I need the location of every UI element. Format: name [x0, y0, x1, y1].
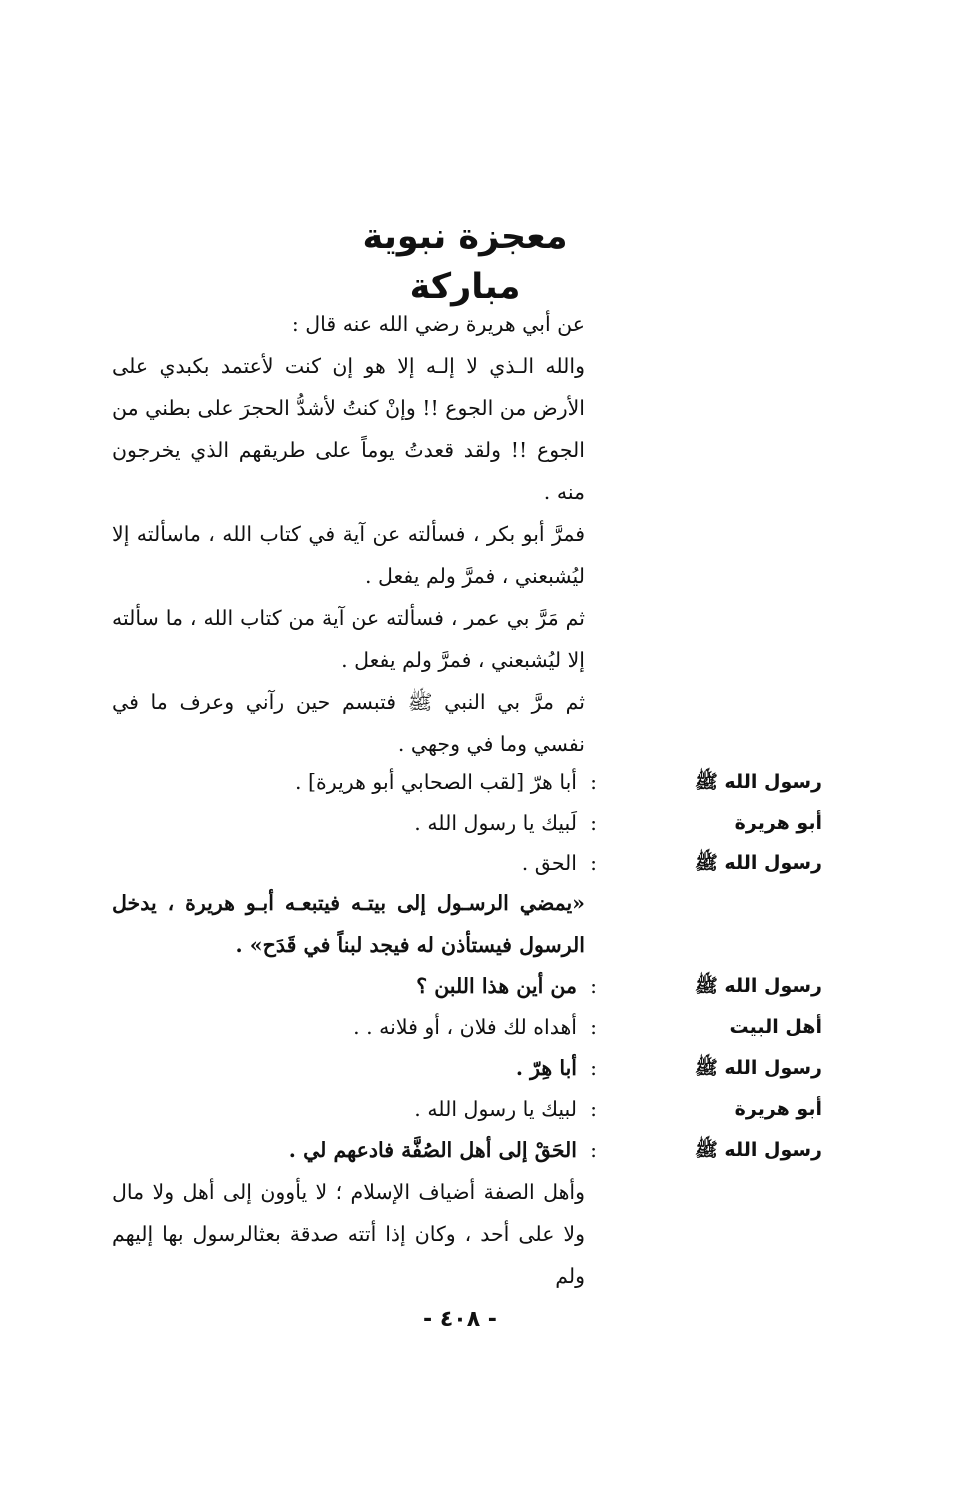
page-number: - ٤٠٨ - [423, 1307, 497, 1332]
speaker-name: أهل البيت [729, 1016, 822, 1038]
speech-text: أهداه لك فلان ، أو فلانه . . [353, 1015, 577, 1039]
speech-text: لَبيك يا رسول الله . [414, 811, 577, 835]
narration-paragraph: «يمضي الرسـول إلى بيتـه فيتبعـه أبـو هريرة ، يدخل الرسول فيستأذن له فيجد لبناً في قَدَح» . [112, 891, 585, 957]
speaker-name: أبو هريرة [734, 1098, 822, 1120]
speaker-colon: : [590, 1056, 597, 1080]
speech-text: الحق . [521, 851, 577, 875]
speaker-colon: : [590, 770, 597, 794]
speech-text: أبا هرّ [لقب الصحابي أبو هريرة] . [295, 770, 577, 794]
dialogue-line [112, 1129, 822, 1171]
speaker-name: رسول الله ﷺ [694, 771, 822, 793]
paragraph-1: والله الـذي لا إلـه إلا هو إن كنت لأعتمد بكبدي على الأرض من الجوع !! وإنْ كنتُ لأشدُّ الحجرَ على بطني من الجوع !! ولقد قعدتُ يوماً على طريقهم الذي يخرجون منه . [112, 354, 585, 504]
dialogue-line [112, 802, 822, 844]
speech-text: لبيك يا رسول الله . [414, 1097, 577, 1121]
closing-paragraph: وأهل الصفة أضياف الإسلام ؛ لا يأوون إلى أهل ولا مال ولا على أحد ، وكان إذا أتته صدقة بعثالرسول بها إليهم ولم [112, 1180, 585, 1288]
speaker-name: رسول الله ﷺ [694, 852, 822, 874]
speech-text: أبا هِرّ . [515, 1056, 577, 1080]
speaker-colon: : [590, 811, 597, 835]
paragraph-2: فمرَّ أبو بكر ، فسألته عن آية في كتاب الله ، ماسألته إلا ليُشبعني ، فمرَّ ولم يفعل . [112, 522, 585, 588]
speaker-name: رسول الله ﷺ [694, 1057, 822, 1079]
paragraph-3: ثم مَرَّ بي عمر ، فسألته عن آية من كتاب الله ، ما سألته إلا ليُشبعني ، فمرَّ ولم يفعل . [112, 606, 585, 672]
dialogue-line [112, 965, 822, 1007]
speaker-colon: : [590, 1138, 597, 1162]
speaker-colon: : [590, 1097, 597, 1121]
dialogue-line [112, 1006, 822, 1048]
speech-text: الحَقْ إلى أهل الصُفَّة فادعهم لي . [288, 1138, 577, 1162]
dialogue-line [112, 761, 822, 803]
paragraph-4: ثم مرَّ بي النبي ﷺ فتبسم حين رآني وعرف ما في نفسي وما في وجهي . [112, 690, 585, 756]
speaker-name: أبو هريرة [734, 812, 822, 834]
dialogue-line [112, 842, 822, 884]
speaker-name: رسول الله ﷺ [694, 1139, 822, 1161]
intro-line: عن أبي هريرة رضي الله عنه قال : [291, 312, 585, 336]
dialogue-line [112, 1047, 822, 1089]
speaker-colon: : [590, 974, 597, 998]
speaker-colon: : [590, 851, 597, 875]
speech-text: من أين هذا اللبن ؟ [416, 974, 577, 998]
speaker-name: رسول الله ﷺ [694, 975, 822, 997]
speaker-colon: : [590, 1015, 597, 1039]
dialogue-line [112, 1088, 822, 1130]
page-title: معجزة نبوية مباركة [362, 217, 568, 307]
